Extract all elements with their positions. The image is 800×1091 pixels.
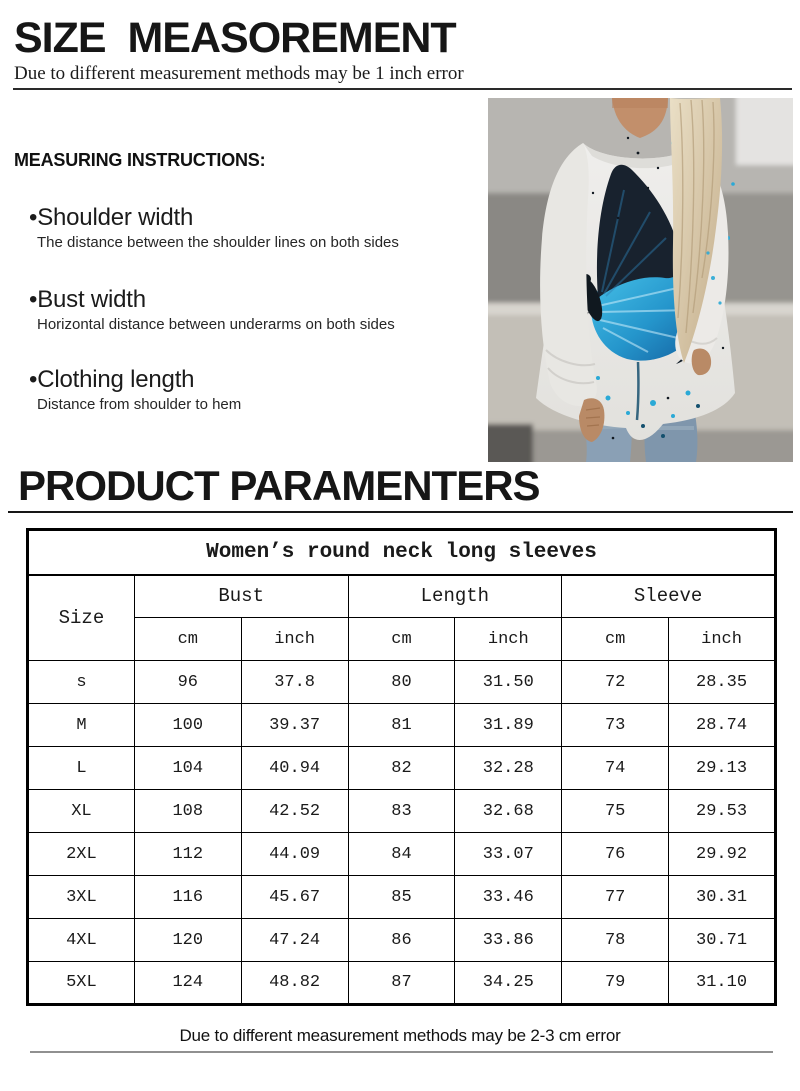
cell-length-inch: 33.07: [455, 833, 562, 876]
cell-sleeve-inch: 28.35: [669, 661, 776, 704]
measuring-instructions-heading: MEASURING INSTRUCTIONS:: [14, 150, 266, 170]
cell-sleeve-cm: 79: [562, 962, 669, 1005]
column-header-sleeve: Sleeve: [562, 575, 776, 618]
product-photo-graphic: [488, 98, 793, 462]
cell-length-inch: 31.89: [455, 704, 562, 747]
cell-length-inch: 32.28: [455, 747, 562, 790]
cell-bust-cm: 100: [134, 704, 241, 747]
instruction-label: Bust width: [37, 286, 146, 313]
unit-header-cm: cm: [562, 618, 669, 661]
cell-sleeve-cm: 72: [562, 661, 669, 704]
divider-top: [13, 88, 792, 90]
cell-length-inch: 33.46: [455, 876, 562, 919]
cell-bust-inch: 42.52: [241, 790, 348, 833]
cell-length-inch: 34.25: [455, 962, 562, 1005]
size-table: [26, 528, 777, 1006]
cell-size: L: [28, 747, 135, 790]
cell-bust-cm: 104: [134, 747, 241, 790]
page-subtitle: Due to different measurement methods may be 1 inch error: [14, 63, 464, 84]
instruction-bust-width: [29, 286, 146, 314]
cell-sleeve-inch: 28.74: [669, 704, 776, 747]
cell-size: 2XL: [28, 833, 135, 876]
instruction-clothing-length: [29, 366, 194, 394]
cell-size: 4XL: [28, 919, 135, 962]
cell-sleeve-cm: 75: [562, 790, 669, 833]
column-header-size: Size: [28, 575, 135, 661]
column-header-length: Length: [348, 575, 562, 618]
table-row-4xl: [28, 919, 776, 962]
cell-bust-inch: 45.67: [241, 876, 348, 919]
unit-header-inch: inch: [241, 618, 348, 661]
product-photo: [488, 98, 793, 462]
cell-sleeve-cm: 76: [562, 833, 669, 876]
cell-length-cm: 85: [348, 876, 455, 919]
cell-bust-inch: 48.82: [241, 962, 348, 1005]
cell-length-cm: 81: [348, 704, 455, 747]
cell-length-inch: 33.86: [455, 919, 562, 962]
table-row-s: [28, 661, 776, 704]
instruction-shoulder-width: [29, 204, 193, 232]
cell-length-cm: 87: [348, 962, 455, 1005]
cell-sleeve-inch: 29.13: [669, 747, 776, 790]
cell-bust-cm: 108: [134, 790, 241, 833]
cell-length-cm: 82: [348, 747, 455, 790]
cell-sleeve-inch: 29.53: [669, 790, 776, 833]
size-table-title: Women’s round neck long sleeves: [28, 530, 776, 575]
cell-sleeve-cm: 77: [562, 876, 669, 919]
cell-size: 5XL: [28, 962, 135, 1005]
instruction-label: Clothing length: [37, 366, 195, 393]
table-row-xl: [28, 790, 776, 833]
footer-note: Due to different measurement methods may be 2-3 cm error: [179, 1026, 621, 1045]
unit-header-inch: inch: [669, 618, 776, 661]
cell-size: s: [28, 661, 135, 704]
instruction-shoulder-width-desc: The distance between the shoulder lines on both sides: [37, 234, 399, 251]
size-table-title-row: [28, 530, 776, 575]
cell-bust-cm: 96: [134, 661, 241, 704]
instruction-clothing-length-desc: Distance from shoulder to hem: [37, 396, 242, 413]
cell-sleeve-inch: 29.92: [669, 833, 776, 876]
cell-length-cm: 86: [348, 919, 455, 962]
cell-sleeve-cm: 73: [562, 704, 669, 747]
cell-length-cm: 83: [348, 790, 455, 833]
right-hand: [692, 348, 711, 375]
table-row-m: [28, 704, 776, 747]
cell-sleeve-cm: 74: [562, 747, 669, 790]
cell-length-cm: 80: [348, 661, 455, 704]
size-table-unit-header-row: [28, 618, 776, 661]
cell-sleeve-inch: 31.10: [669, 962, 776, 1005]
size-table-group-header-row: [28, 575, 776, 618]
cell-bust-cm: 112: [134, 833, 241, 876]
instruction-bust-width-desc: Horizontal distance between underarms on both sides: [37, 316, 395, 333]
column-header-bust: Bust: [134, 575, 348, 618]
cell-bust-inch: 40.94: [241, 747, 348, 790]
unit-header-cm: cm: [134, 618, 241, 661]
cell-sleeve-inch: 30.71: [669, 919, 776, 962]
cell-bust-inch: 44.09: [241, 833, 348, 876]
cell-sleeve-cm: 78: [562, 919, 669, 962]
unit-header-inch: inch: [455, 618, 562, 661]
divider-parameters: [8, 511, 793, 513]
unit-header-cm: cm: [348, 618, 455, 661]
cell-bust-inch: 37.8: [241, 661, 348, 704]
cell-bust-inch: 47.24: [241, 919, 348, 962]
parameters-heading: PRODUCT PARAMENTERS: [18, 462, 540, 509]
bullet-icon: •: [29, 366, 38, 393]
page-title: SIZE MEASOREMENT: [14, 14, 456, 62]
cell-length-inch: 32.68: [455, 790, 562, 833]
instruction-label: Shoulder width: [37, 204, 194, 231]
cell-bust-cm: 124: [134, 962, 241, 1005]
bullet-icon: •: [29, 286, 38, 313]
bullet-icon: •: [29, 204, 38, 231]
cell-bust-inch: 39.37: [241, 704, 348, 747]
cell-size: M: [28, 704, 135, 747]
cell-sleeve-inch: 30.31: [669, 876, 776, 919]
table-row-2xl: [28, 833, 776, 876]
cell-bust-cm: 120: [134, 919, 241, 962]
table-row-l: [28, 747, 776, 790]
table-row-5xl: [28, 962, 776, 1005]
cell-length-cm: 84: [348, 833, 455, 876]
table-row-3xl: [28, 876, 776, 919]
cell-size: XL: [28, 790, 135, 833]
cell-length-inch: 31.50: [455, 661, 562, 704]
cell-bust-cm: 116: [134, 876, 241, 919]
cell-size: 3XL: [28, 876, 135, 919]
divider-bottom: [30, 1051, 773, 1053]
